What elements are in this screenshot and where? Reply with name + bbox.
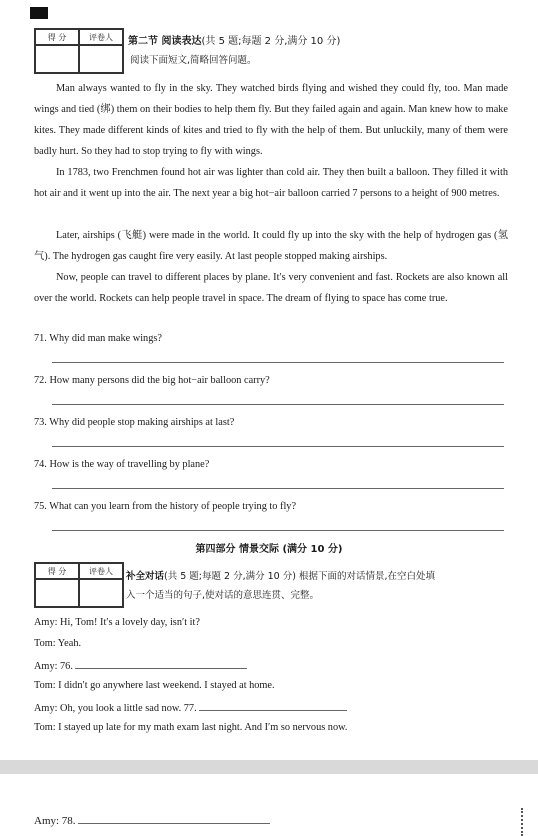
score-label: 得 分 (35, 29, 79, 45)
passage-paragraph-3: Later, airships (飞艇) were made in the world. It could fly up into the sky with the help of hydrogen gas (氢气). The hydrogen gas caught fire very easily. At last people stopped making airships. (34, 230, 508, 262)
next-page (0, 774, 538, 836)
question-71: 71. Why did man make wings? (34, 333, 162, 344)
question-75: 75. What can you learn from the history of people trying to fly? (34, 501, 297, 512)
answer-blank-77[interactable] (199, 701, 347, 711)
dialogue-line-5 (34, 701, 347, 714)
dialogue-line-78-text: Amy: 78. (34, 815, 76, 827)
answer-blank-76[interactable] (75, 659, 247, 669)
passage-paragraph-2: In 1783, two Frenchmen found hot air was lighter than cold air. They then built a balloon. They filled it with hot air and it went up into the air. The next year a big hot−air balloon carried 7 persons to a height of 900 metres. (34, 167, 508, 199)
dialogue-line-2: Tom: Yeah. (34, 638, 82, 649)
page-gap (0, 760, 538, 774)
grader-label: 评卷人 (79, 29, 123, 45)
dialogue-line-5-text: Amy: Oh, you look a little sad now. 77. (34, 703, 197, 714)
score-entry-cell[interactable] (35, 579, 79, 607)
answer-line-73[interactable] (52, 446, 504, 447)
binding-dots (521, 808, 525, 836)
passage-paragraph-4: Now, people can travel to different places by plane. It′s very convenient and fast. Rockets are also known all over the world. Rockets can help people travel in space. The dream of flying to space has come true. (34, 272, 508, 304)
score-entry-cell[interactable] (35, 45, 79, 73)
part4-heading: 补全对话 (126, 571, 165, 582)
section2-title (128, 32, 340, 47)
section2-title-note: (共 5 题;每题 2 分,满分 10 分) (201, 36, 341, 47)
grader-entry-cell[interactable] (79, 45, 123, 73)
question-74: 74. How is the way of travelling by plane? (34, 459, 210, 470)
grader-entry-cell[interactable] (79, 579, 123, 607)
dialogue-line-6: Tom: I stayed up late for my math exam last night. And I′m so nervous now. (34, 722, 348, 733)
answer-line-74[interactable] (52, 488, 504, 489)
part4-instruction-line2: 入一个适当的句子,使对话的意思连贯、完整。 (126, 590, 320, 601)
part4-instruction-line1 (126, 568, 435, 582)
answer-line-75[interactable] (52, 530, 504, 531)
dialogue-line-78 (34, 814, 270, 827)
answer-line-71[interactable] (52, 362, 504, 363)
dialogue-line-3 (34, 659, 247, 672)
passage-paragraph-1: Man always wanted to fly in the sky. They watched birds flying and wished they could fly, too. Man made wings and tied (绑) them on their bodies to help them fly. But they failed again and again. Man knew how to make kites. They made different kinds of kites and tried to fly with the help of them. But unluckily, many of them were badly hurt. So they had to stop trying to fly with wings. (34, 83, 508, 157)
score-label: 得 分 (35, 563, 79, 579)
section2-title-main: 第二节 阅读表达 (128, 36, 202, 47)
score-box-section2 (34, 28, 124, 74)
dialogue-line-3-text: Amy: 76. (34, 661, 73, 672)
part4-title: 第四部分 情景交际 (满分 10 分) (195, 544, 343, 555)
corner-marker (30, 7, 48, 19)
score-box-part4 (34, 562, 124, 608)
question-72: 72. How many persons did the big hot−air balloon carry? (34, 375, 270, 386)
section2-instruction: 阅读下面短文,简略回答问题。 (130, 55, 257, 66)
question-73: 73. Why did people stop making airships at last? (34, 417, 235, 428)
dialogue-line-4: Tom: I didn′t go anywhere last weekend. I stayed at home. (34, 680, 275, 691)
answer-line-72[interactable] (52, 404, 504, 405)
part4-instruction-text: (共 5 题;每题 2 分,满分 10 分) 根据下面的对话情景,在空白处填 (164, 571, 435, 582)
answer-blank-78[interactable] (78, 814, 270, 824)
grader-label: 评卷人 (79, 563, 123, 579)
dialogue-line-1: Amy: Hi, Tom! It′s a lovely day, isn′t it? (34, 617, 200, 628)
